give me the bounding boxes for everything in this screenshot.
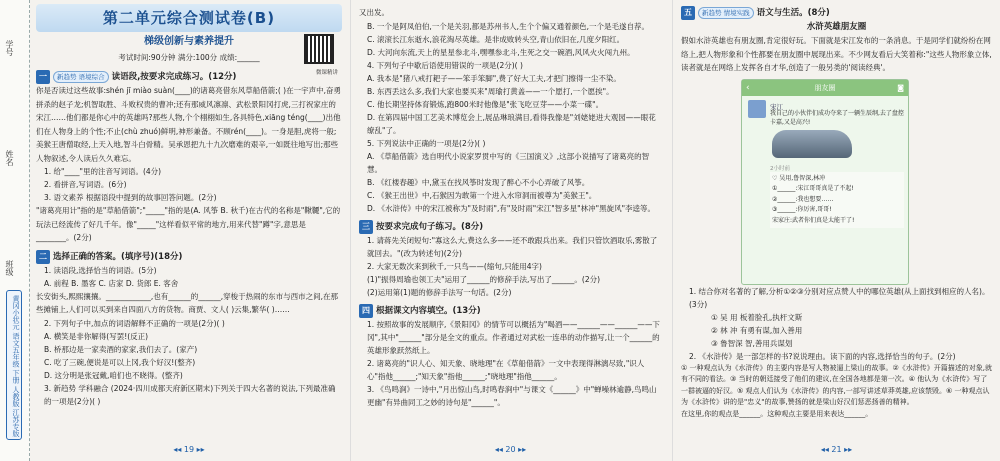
qr-caption: 微课精讲 [315, 70, 338, 76]
section-title: 选择正确的答案。(填序号)(18分) [53, 251, 183, 262]
question: 1. 按照故事的发展顺序,《景阳冈》的情节可以概括为"喝酒——______——______——下冈",其中"______"部分是全文的重点。作者通过对武松一连串的动作描写,让一个______的英雄形象跃然纸上。 [367, 319, 660, 355]
question-text: "诸葛亮用计"指的是"草船借箭";"_____"指的是(A. 风筝 B. 秋千)在古代的名称是"鞦韆",它的玩法已经流传了好几千年。像"_____"这样看似平常的地方,用来代替"蹲"字,意思是________。(2分) [36, 206, 341, 242]
option-d: D. 《水浒传》中的宋江被称为"及时雨",有"及时雨"宋江"智多星"林冲"黑旋风"李逵等。 [367, 203, 656, 213]
option-b: B. 桥那边是一家卖酒的家家,我们去了。(家产) [44, 344, 198, 354]
trend-tag: 新趋势 情境实践 [698, 7, 754, 19]
option-b: B. 东西丢这么多,我们大家也要买来"周瑜打黄盖——一个愿打,一个愿挨"。 [367, 86, 614, 96]
comment: 宋家庄:武者你们真是太能干了! [772, 216, 855, 224]
binding-label-id: 学号 [5, 40, 14, 56]
reading-passage: 你是否读过这些故事:shén jī miào suàn(____)的诸葛亮借东风草船借箭;( )在一宇声中,奋勇拼杀的赵子龙;机智取胜、斗败权贵的曹冲;还有那威风凛凛、武松景阳冈打虎,三打祝家庄的宋江……他们都是你心中的英雄吗?那些人物,个个栩栩如生,各具特色,xiāng téng(____)出他们在人物身上的个性;不止(chù zhuó)鲜明,神形兼备。不顾rén(____)。一身是胆,虎将一般;美猴王唐僧取经,上天入地,智斗白骨精。吴承恩把九十九次磨难的艰辛,一如既往地写出;那些人物叙述,令人读后久久难忘。 [36, 86, 341, 163]
question-text: ① 一种观点认为《水浒传》的主要内容是写人物被逼上梁山的故事。②《水浒传》开篇描述的对象,就有不同的看法。③ 当时的朝廷接受了他们的建议,在全国各地都是第一次。④ 他认为《水浒传》写了一群被逼的好汉。⑤ 观点人们认为《水浒传》的内容,一部写讲述草莽英雄,应该禁毁。⑥ 一种观点认为《水浒传》讲的是"忠义"的故事,赞扬的就是梁山好汉们惩恶扬善的精神。 [681, 363, 992, 406]
question-text: 在这里,你的观点是______。这种观点主要是用来表达______。 [681, 409, 873, 418]
option-c: C. 滚滚长江东逝水,浪花淘尽英雄。是非成败转头空,青山依旧在,几度夕阳红。 [367, 34, 625, 44]
comment: ②______:我也想要…… [772, 195, 834, 203]
option-b: B. 一个是阿凤伯伯,一个是关羽,都是苏州书人,生个个偏又通着颜色,一个是毛遂自荐。 [367, 21, 649, 31]
question: 2. 下列句子中,加点的词语解释不正确的一项是(2分)( ) [44, 318, 225, 328]
question: 4. 下列句子中歇后语使用错误的一项是(2分)( ) [367, 60, 523, 70]
section-3-heading [359, 220, 662, 234]
camera-icon[interactable]: ◙ [897, 83, 904, 92]
section-1-heading [36, 70, 342, 84]
moments-header: ‹ 朋友圈 ◙ [742, 80, 908, 96]
section-4-heading [359, 304, 662, 318]
match-row: ① 吴 用 板着脸孔,执杆文斯 [711, 312, 803, 322]
page-19 [30, 0, 348, 461]
section-title: 按要求完成句子练习。(8分) [376, 221, 484, 232]
continued-text: 又出发。 [359, 8, 389, 17]
question: 1. 请蒋先关闭短句:"寡这么大,费这么多——还不敢跟兵出来。我们只管饮酒取乐,雾散了就回去。"(改为转述句)(2分) [367, 235, 658, 258]
question: 2. 看拼音,写词语。(6分) [44, 180, 127, 189]
section-number: 三 [359, 220, 373, 234]
option-a: A. 横笑是非你解得(写罢!(反正) [44, 331, 149, 341]
qr-code-icon[interactable] [304, 34, 334, 64]
title-band [36, 4, 342, 32]
question: 3. 新趋势 学科融合 (2024·四川成都天府新区期末)下列关于四大名著的说法,下列最准确的一项是(2分)( ) [44, 383, 336, 406]
comments-box [770, 172, 904, 229]
option-c: C. 吃了三碗,便说是可以上冈,我个好汉!(整齐) [44, 357, 196, 367]
page-subtitle: 梯级创新与素养提升 [144, 36, 234, 47]
post-time: 2小时前 [770, 165, 790, 172]
section-2-heading [36, 250, 342, 264]
question: 5. 下列说法中正确的一项是(2分)( ) [367, 138, 486, 148]
series-badge: 黄冈小状元 语文五年级 下册 人教版 江苏专版 [6, 290, 22, 440]
option-a: A. 我本是"猪八戒打耙子——笨手笨脚",费了好大工夫,才把门擦得一尘不染。 [367, 73, 621, 83]
likes: ♡ 吴用,鲁智深,林冲 [772, 174, 826, 182]
page-title: 第二单元综合测试卷(B) [102, 9, 276, 27]
passage-title: 水浒英雄朋友圈 [806, 22, 867, 32]
question: 1. 给"____"里的注音写词语。(4分) [44, 167, 162, 176]
section-number: 二 [36, 250, 50, 264]
question: 3. 语文素养 根据语段中提到的故事回答问题。(2分) [44, 193, 217, 202]
question: 1. 结合你对名著的了解,分析①②③分别对应点赞人中的哪位英雄(从上面找到相应的人名)。(3分) [689, 286, 990, 309]
option-c: C. 他长期坚持体育锻炼,跑800米时他像是"张飞吃豆芽——小菜一碟"。 [367, 99, 604, 109]
binding-strip [0, 0, 30, 461]
section-title: 语文与生活。(8分) [756, 8, 830, 18]
comment: ③______:你厉害,哥哥! [772, 206, 832, 213]
page-number: ◂◂ 21 ▸▸ [820, 445, 853, 454]
comment: ①______:宋江哥哥真是了不起! [772, 185, 854, 192]
section-title: 根据课文内容填空。(13分) [376, 305, 481, 316]
trend-tag: 新趋势 语境综合 [53, 71, 109, 83]
exam-info: 考试时间:90分钟 满分:100分 成绩:______ [118, 53, 260, 62]
option-a: A. 《草船借箭》选自明代小说家罗贯中写的《三国演义》,这部小说描写了诸葛亮的智慧。 [367, 151, 650, 174]
moments-card [741, 79, 909, 285]
page-21 [672, 0, 1000, 461]
post-text: 我自己的小伙伴们成功夺来了一辆生辰纲,去了盘控卡嘉,又是高兴! [770, 109, 904, 126]
question: 2. 《水浒传》是一部怎样的书?说说理由。读下面的内容,选择恰当的句子。(2分) [689, 351, 956, 361]
match-row: ② 林 冲 有勇有谋,加入善用 [711, 325, 803, 335]
page-number: ◂◂ 19 ▸▸ [173, 445, 205, 454]
options: A. 前程 B. 墨客 C. 店家 D. 货郎 E. 客舍 [44, 278, 179, 288]
page-number: ◂◂ 20 ▸▸ [494, 445, 527, 454]
back-icon[interactable]: ‹ [746, 82, 750, 93]
page-20 [350, 0, 670, 461]
question: (2)运用第(1)题的修辞手法写一句话。(2分) [367, 287, 512, 297]
poster-name: 宋江 [770, 102, 783, 111]
question: 1. 读语段,选择恰当的词语。(5分) [44, 265, 157, 275]
section-number: 四 [359, 304, 373, 318]
option-d: D. 大河向东流,天上的星星参北斗,嘿嘿参北斗,生死之交一碗酒,风风火火闯九州。 [367, 47, 635, 57]
section-number: 一 [36, 70, 50, 84]
question: (1)"振得周瑜也领工夫"运用了______的修辞手法,写出了______。(2分) [367, 274, 601, 284]
option-c: C. 《猴王出世》中,石猴因为敢第一个进入水帘洞而被尊为"美猴王"。 [367, 190, 597, 200]
question-text: 长安街头,熙熙攘攘。____________,也有______的______,穿梭于热闹的东市与西市之间,在那些摊铺上,人们可以买到来自四面八方的货物。商贾、文人( )云集,繁华( )…… [36, 291, 339, 314]
option-d: D. 在第四届中国工艺美术博览会上,展品琳琅满目,看得我像是"刘姥姥进大观园——眼花缭乱"了。 [367, 112, 656, 135]
option-d: D. 这分明是张冠戴,咱们也不晓得。(整齐) [44, 370, 183, 380]
question: 2. 大家无数次来到秋千,一只鸟——(缩句,只能用4字) [367, 261, 542, 271]
binding-label-class: 班级 [5, 260, 14, 276]
passage-intro: 假如水浒英雄也有朋友圈,肯定很好玩。下面就是宋江发布的一条消息。于是同学们就纷纷在网络上,把人物形象和个性都要在朋友圈中展现出来。不少网友看后大笑着称:"这些人物形象立体,读者就是在网络上发挥各自才华,创造了一般另类的'阅读经典'。 [681, 36, 992, 72]
question: 3. 《鸟鸣涧》一诗中,"月出惊山鸟,时鸣春涧中"与课文《______》中"蝉噪林逾静,鸟鸣山更幽"有异曲同工之妙的诗句是"______"。 [367, 384, 657, 407]
option-b: B. 《红楼春趣》中,黛玉在找风筝时发现了醉心不小心弄破了风筝。 [367, 177, 590, 187]
match-row: ③ 鲁智深 智,善用兵谋划 [711, 338, 793, 348]
question: 2. 诸葛亮的"识人心、知天象、晓地理"在《草船借箭》一文中表现得淋漓尽致,"识人心"指他______;"知天象"指他______;"晓地理"指他______。 [367, 358, 645, 381]
binding-label-name: 姓名 [5, 150, 14, 166]
avatar [748, 100, 766, 118]
car-image [772, 130, 852, 158]
section-number: 五 [681, 6, 695, 20]
section-title: 读语段,按要求完成练习。(12分) [111, 72, 237, 82]
section-5-heading [681, 6, 992, 20]
